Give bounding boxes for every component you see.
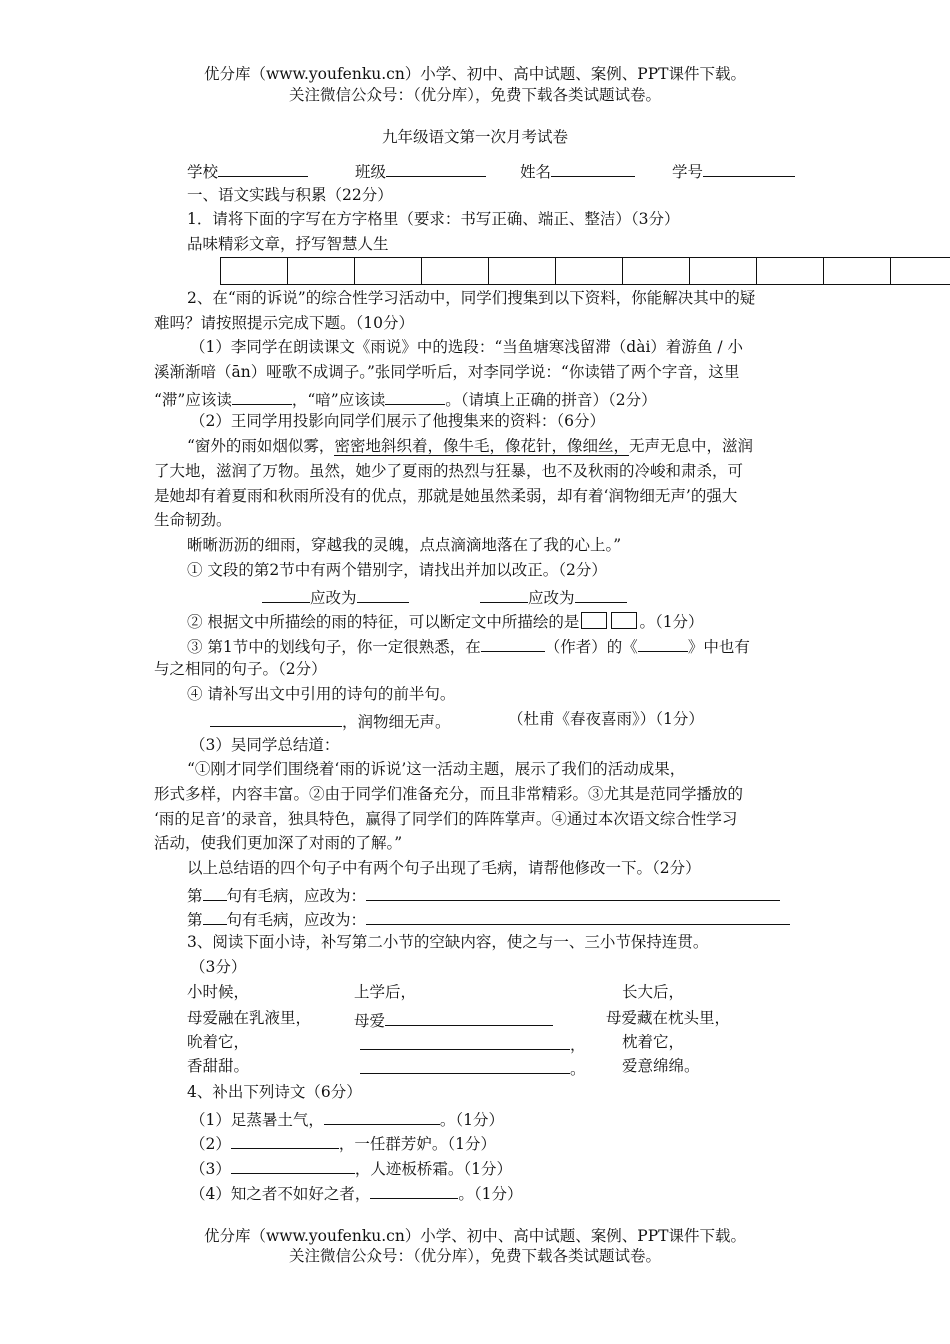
sub-question-4-source: （杜甫《春夜喜雨》）（1分）	[508, 710, 704, 728]
poem-c2-l3: ，	[360, 1035, 586, 1054]
q4-item-2: （2） ，一任群芳妒。（1分）	[190, 1135, 496, 1153]
poem-line-blank-3[interactable]	[231, 1159, 355, 1174]
quote-line-2: 了大地，滋润了万物。虽然，她少了夏雨的热烈与狂暴，也不及秋雨的冷峻和肃杀，可	[154, 462, 744, 480]
author-blank[interactable]	[481, 637, 545, 652]
poem-blank-1[interactable]	[385, 1011, 553, 1026]
correction-1: 应改为	[262, 588, 409, 607]
summary-line-4: 活动，使我们更加深了对雨的了解。”	[154, 834, 403, 852]
poem-line-blank-4[interactable]	[370, 1184, 458, 1199]
section-1-heading: 一、语文实践与积累（22分）	[187, 186, 393, 204]
poem-c2-l1: 上学后，	[354, 983, 417, 1001]
quote-line-4: 生命韧劲。	[154, 511, 232, 529]
poem-c2-l2: 母爱	[354, 1011, 553, 1030]
fix-line-2: 第 句有毛病，应改为：	[187, 910, 790, 929]
q2-part3: （3）吴同学总结道：	[190, 736, 340, 754]
sub-question-4-line: ，润物细无声。	[210, 712, 451, 731]
correct-char-blank-2[interactable]	[575, 588, 627, 603]
q2-intro-2: 难吗？请按照提示完成下题。（10分）	[154, 314, 414, 332]
summary-line-3: ‘雨的足音’的录音，独具特色，赢得了同学们的阵阵掌声。④通过本次语文综合性学习	[154, 810, 738, 828]
underlined-sentence: 密密地斜织着，像牛毛，像花针，像细丝，	[334, 437, 629, 455]
q2-part1-c: “滞”应该读 ，“喑”应该读 。（请填上正确的拼音）（2分）	[154, 391, 657, 409]
poem-line-blank-2[interactable]	[231, 1134, 339, 1149]
poem-c3-l1: 长大后，	[622, 983, 685, 1001]
pinyin-blank-1[interactable]	[232, 390, 292, 405]
answer-box-2[interactable]	[611, 612, 637, 629]
info-name: 姓名	[520, 162, 635, 181]
verse-blank[interactable]	[210, 712, 342, 727]
q2-intro-1: 2、在“雨的诉说”的综合性学习活动中，同学们搜集到以下资料，你能解决其中的疑	[187, 289, 756, 307]
quote-line-5: 晰晰沥沥的细雨，穿越我的灵魄，点点滴滴地落在了我的心上。”	[187, 536, 622, 554]
poem-blank-2[interactable]	[360, 1035, 570, 1050]
q4-item-4: （4）知之者不如好之者， 。（1分）	[190, 1185, 523, 1203]
sentence-number-blank-1[interactable]	[203, 886, 227, 901]
q3-score: （3分）	[190, 958, 247, 976]
poem-c3-l2: 母爱藏在枕头里，	[606, 1009, 731, 1027]
correction-2: 应改为	[480, 588, 627, 607]
q4-intro: 4、补出下列诗文（6分）	[187, 1083, 362, 1101]
sentence-number-blank-2[interactable]	[203, 910, 227, 925]
sub-question-3-cont: 与之相同的句子。（2分）	[154, 660, 327, 678]
summary-line-1: “①刚才同学们围绕着‘雨的诉说’这一活动主题，展示了我们的活动成果，	[187, 760, 686, 778]
poem-c3-l3: 枕着它，	[622, 1033, 685, 1051]
correct-char-blank-1[interactable]	[357, 588, 409, 603]
q2-part1-b: 溪渐渐喑（ān）哑歌不成调子。”张同学听后，对李同学说：“你读错了两个字音，这里	[154, 363, 740, 381]
footer-line-1: 优分库（www.youfenku.cn）小学、初中、高中试题、案例、PPT课件下载。	[203, 1227, 747, 1245]
quote-line-3: 是她却有着夏雨和秋雨所没有的优点，那就是她虽然柔弱，却有着‘润物细无声’的强大	[154, 487, 738, 505]
poem-blank-3[interactable]	[360, 1059, 570, 1074]
q3-intro: 3、阅读下面小诗，补写第二小节的空缺内容，使之与一、三小节保持连贯。	[187, 933, 709, 951]
info-class: 班级	[355, 162, 486, 181]
poem-c2-l4: 。	[360, 1059, 586, 1078]
q4-item-3: （3） ，人迹板桥霜。（1分）	[190, 1160, 512, 1178]
poem-c1-l2: 母爱融在乳液里，	[187, 1009, 312, 1027]
header-line-2: 关注微信公众号：（优分库），免费下载各类试题试卷。	[288, 86, 661, 104]
q1-phrase: 品味精彩文章，抒写智慧人生	[187, 235, 389, 253]
sub-question-4: ④ 请补写出文中引用的诗句的前半句。	[187, 685, 456, 703]
sub-question-1: ① 文段的第2节中有两个错别字，请找出并加以改正。（2分）	[187, 561, 607, 579]
pinyin-blank-2[interactable]	[385, 390, 445, 405]
sub-question-2: ② 根据文中所描绘的雨的特征，可以断定文中所描绘的是 。（1分）	[187, 613, 704, 631]
q2-part2: （2）王同学用投影向同学们展示了他搜集来的资料：（6分）	[190, 412, 605, 430]
page-title: 九年级语文第一次月考试卷	[381, 128, 568, 146]
fix-blank-2[interactable]	[366, 910, 790, 925]
poem-c1-l1: 小时候，	[187, 983, 250, 1001]
wrong-char-blank-1[interactable]	[262, 588, 310, 603]
footer-line-2: 关注微信公众号：（优分库），免费下载各类试题试卷。	[288, 1247, 661, 1265]
wrong-char-blank-2[interactable]	[480, 588, 528, 603]
q2-part1-a: （1）李同学在朗读课文《雨说》中的选段：“当鱼塘寒浅留滞（dài）着游鱼 / 小	[190, 338, 743, 356]
q1-text: 1．请将下面的字写在方字格里（要求：书写正确、端正、整洁）（3分）	[187, 210, 680, 228]
sub-question-3: ③ 第1节中的划线句子，你一定很熟悉，在 （作者）的《 》中也有	[187, 638, 750, 656]
info-school: 学校	[187, 162, 308, 181]
fix-blank-1[interactable]	[366, 886, 780, 901]
summary-line-2: 形式多样，内容丰富。②由于同学们准备充分，而且非常精彩。③尤其是范同学播放的	[154, 785, 744, 803]
poem-c3-l4: 爱意绵绵。	[622, 1057, 700, 1075]
poem-c1-l4: 香甜甜。	[187, 1057, 250, 1075]
writing-grid[interactable]	[220, 257, 950, 285]
summary-ask: 以上总结语的四个句子中有两个句子出现了毛病，请帮他修改一下。（2分）	[187, 859, 701, 877]
info-number: 学号	[672, 162, 795, 181]
quote-line-1: “窗外的雨如烟似雾，密密地斜织着，像牛毛，像花针，像细丝，无声无息中，滋润	[187, 437, 753, 455]
header-line-1: 优分库（www.youfenku.cn）小学、初中、高中试题、案例、PPT课件下载。	[203, 65, 747, 83]
title-blank[interactable]	[638, 637, 688, 652]
q4-item-1: （1）足蒸暑土气， 。（1分）	[190, 1111, 504, 1129]
poem-line-blank-1[interactable]	[324, 1110, 440, 1125]
fix-line-1: 第 句有毛病，应改为：	[187, 886, 780, 905]
answer-box-1[interactable]	[581, 612, 607, 629]
poem-c1-l3: 吮着它，	[187, 1033, 250, 1051]
